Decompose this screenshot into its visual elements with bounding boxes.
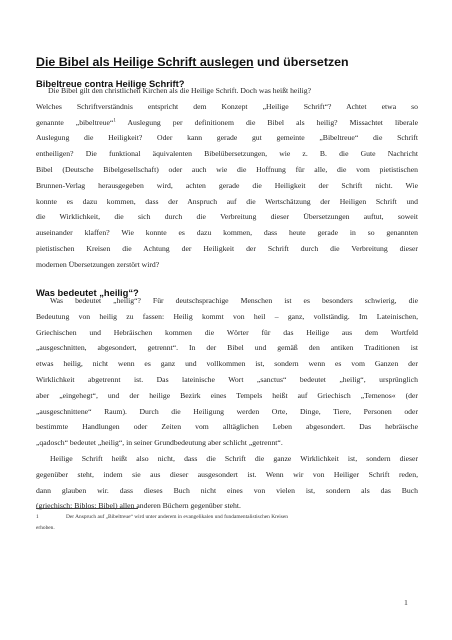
footnote-line xyxy=(36,512,418,523)
title-underlined: Die Bibel als Heilige Schrift auslegen xyxy=(36,55,254,69)
paragraph-line: gegenüber steht, indem sie aus dieser ausgesondert ist. Wenn wir von Heiliger Schrift reden, xyxy=(36,469,418,479)
page-number: 1 xyxy=(404,598,408,607)
paragraph-line: die Wirklichkeit, die sich durch die Verbreitung dieser Übersetzungen auftut, soweit xyxy=(36,212,418,222)
footnote-divider xyxy=(36,508,138,509)
paragraph-line: „ausgeschnittene“ Raum). Durch die Heiligung werden Orte, Dinge, Tiere, Personen oder xyxy=(36,406,418,416)
paragraph-line: Wirklichkeit abgetrennt ist. Das lateinische Wort „sanctus“ bedeutet „heilig“, ursprünglich xyxy=(36,374,418,384)
paragraph-line: (griechisch: Biblos; Bibel) allen anderen Büchern gegenüber steht. xyxy=(36,501,241,511)
paragraph-line: Brunnen-Verlag herausgegeben wird, achten gerade die Heiligkeit der Schrift nicht. Wie xyxy=(36,180,418,190)
paragraph-line: Bedeutung von heilig zu fassen: Heilig kommt von heil – ganz, vollständig. Im Lateinischen, xyxy=(36,311,418,321)
paragraph-line: entheiligen? Die funktional äquivalenten Bibelübersetzungen, wie z. B. die Gute Nachricht xyxy=(36,149,418,159)
paragraph-line: pietistischen Kreisen die Achtung der Heiligkeit der Schrift durch die Verbreitung dieser xyxy=(36,243,418,253)
footnote-marker: 1 xyxy=(113,118,116,124)
document-title xyxy=(36,55,426,69)
paragraph-line: Auslegung die Heiligkeit? Oder kann gerade gut gemeinte „Bibeltreue“ die Schrift xyxy=(36,133,418,143)
paragraph-line: „ausgeschnitten, abgesondert, getrennt“. In der Bibel und gemäß den antiken Traditionen ist xyxy=(36,343,418,353)
footnote-line: erhoben. xyxy=(36,525,55,531)
paragraph-line: dann glauben wir. dass dieses Buch nicht eines von vielen ist, sondern als das Buch xyxy=(36,485,418,495)
paragraph-line: Welches Schriftverständnis entspricht dem Konzept „Heilige Schrift“? Achtet etwa so xyxy=(36,101,418,111)
paragraph-line: Bibel (Deutsche Bibelgesellschaft) oder auch wie die Hoffnung für alle, die vom pietistischen xyxy=(36,164,418,174)
paragraph-line: Die Bibel gilt den christlichen Kirchen als die Heilige Schrift. Doch was heißt heilig? xyxy=(48,86,312,95)
paragraph-line: Heilige Schrift heißt also nicht, dass die Schrift die ganze Wirklichkeit ist, sondern dieser xyxy=(50,453,418,463)
paragraph-line: Was bedeutet „heilig“? Für deutschsprachige Menschen ist es besonders schwierig, die xyxy=(50,296,418,305)
paragraph-line: etwas heilig, nicht wenn es ganz und vollkommen ist, sondern wenn es vom Ganzen der xyxy=(36,359,418,369)
paragraph-line: bestimmte Handlungen oder Zeiten vom alltäglichen Leben abgesondert. Das hebräische xyxy=(36,422,418,432)
footnote xyxy=(36,512,418,534)
section-heading-heilig: Was bedeutet „heilig“? xyxy=(36,287,139,298)
paragraph-line: konnte es dazu kommen, dass der Anspruch auf die Wertschätzung der Heiligen Schrift und xyxy=(36,196,418,206)
section-heading-bibeltreue: Bibeltreue contra Heilige Schrift? xyxy=(36,78,185,89)
paragraph-line: Griechischen und Hebräischen kommen die Wörter für das Heilige aus dem Wortfeld xyxy=(36,327,418,337)
section-body-bibeltreue xyxy=(36,83,418,273)
section-body-heilig xyxy=(36,293,418,514)
paragraph-line: „qadosch“ bedeutet „heilig“, in seiner Grundbedeutung aber schlicht „getrennt“. xyxy=(36,438,283,448)
paragraph-line: modernen Übersetzungen zerstört wird? xyxy=(36,259,160,269)
paragraph-line: auseinander klaffen? Wie konnte es dazu kommen, dass heute gerade in so genannten xyxy=(36,228,418,238)
footnote-text: Der Anspruch auf „Bibeltreue“ wird unter anderem in evangelikalen und fundamentalistischen Kreisen xyxy=(66,514,288,520)
title-rest: und übersetzen xyxy=(253,55,349,69)
paragraph-line: aber „eingehegt“, und der heilige Bezirk eines Tempels heißt auf Griechisch „Temenos« (der xyxy=(36,390,418,400)
paragraph-line: genannte „bibeltreue“$^1$ Auslegung per definitionem die Bibel als heilig? Missachtet liberale xyxy=(36,117,418,127)
footnote-number: 1 xyxy=(36,514,39,520)
